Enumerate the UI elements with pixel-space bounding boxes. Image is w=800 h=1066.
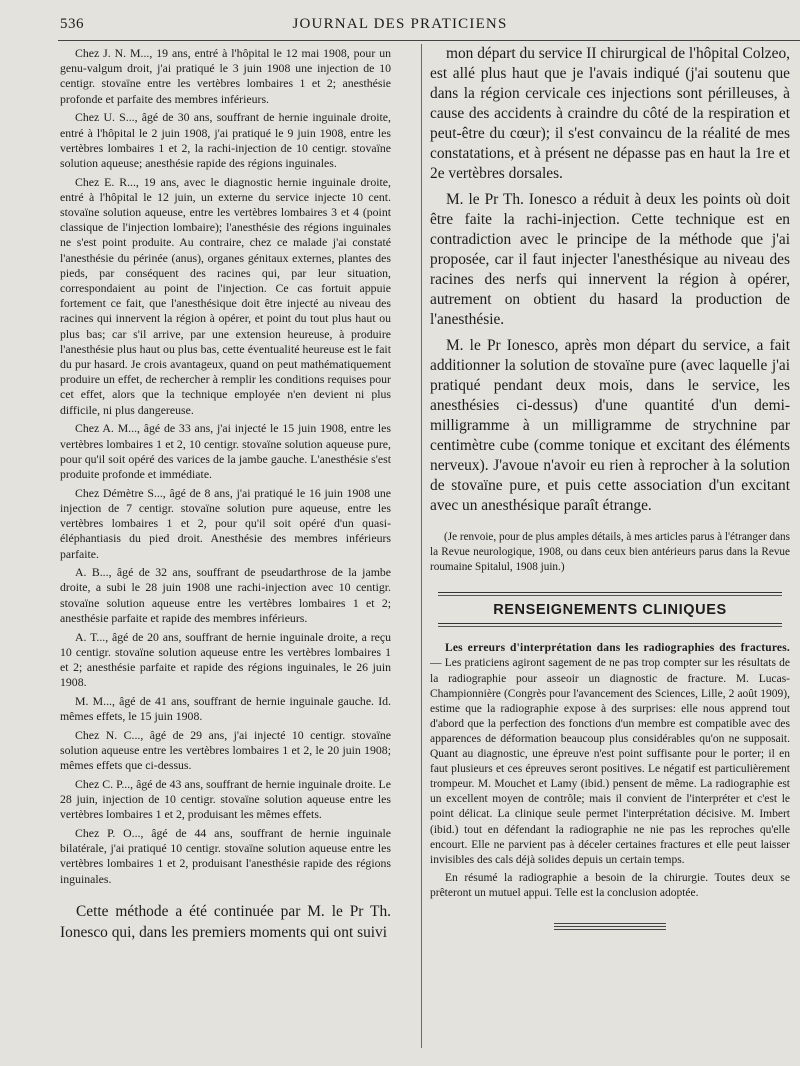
case-paragraph: Chez Démètre S..., âgé de 8 ans, j'ai pratiqué le 16 juin 1908 une injection de 7 centigr. stovaïne solution pure aqueuse, entre les vertèbres lombaires 1 et 2, pour qu'il soit opéré d'un quasi-éléphantiasis du pied droit. Anesthésie des membres inférieurs parfaite. xyxy=(60,485,391,561)
right-column xyxy=(430,44,790,1059)
left-column xyxy=(60,46,391,1056)
section-rule-top xyxy=(438,592,782,593)
case-paragraph: Chez E. R..., 19 ans, avec le diagnostic hernie inguinale droite, entré à l'hôpital le 12 juin, un externe du service injecte 10 cent. stovaïne solution aqueuse, entre les vertèbres lombaires 3 et 4 (point classique de l'injection lombaire); l'anesthésie des régions inguinales ne s'est point produite. Au contraire, chez ce malade j'ai constaté l'anesthésie du périnée (anus), organes génitaux externes, plantes des pieds, par conséquent des racines qui, par leur situation, correspondaient au point de l'injection. Ce cas fortuit appuie fortement ce fait, que l'anesthésique doit être injecté au niveau des racines qui innervent la région à opérer, et point du tout plus haut ou plus bas; car s'il arrive, par une extension heureuse, à produire l'anesthésie plus haut ou plus bas, cette éventualité heureuse est le fait du pur hasard. Je crois avantageux, quand on peut mathématiquement produire un effet, de rechercher à remplir les conditions requises pour cet effet, alors que la technique employée n'en devient ni plus difficile, ni plus dangereuse. xyxy=(60,174,391,417)
case-paragraph: A. B..., âgé de 32 ans, souffrant de pseudarthrose de la jambe droite, a subi le 28 juin 1908 une rachi-injection avec 10 centigr. stovaïne solution aqueuse entre les vertèbres lombaires 1 et 2; anesthésie parfaite et rapide des membres inférieurs. xyxy=(60,565,391,625)
case-paragraph: Chez N. C..., âgé de 29 ans, j'ai injecté 10 centigr. stovaïne solution aqueuse entre les vertèbres lombaires 1 et 2, le 20 juin 1908; mêmes effets que ci-dessus. xyxy=(60,727,391,773)
article-lead: Les erreurs d'interprétation dans les radiographies des fractures. xyxy=(445,642,790,655)
case-paragraph: Chez C. P..., âgé de 43 ans, souffrant de hernie inguinale droite. Le 28 juin, injection de 10 centigr. stovaïne solution aqueuse entre les vertèbres lombaires 1 et 2, produisant les mêmes effets. xyxy=(60,776,391,822)
case-paragraph: M. M..., âgé de 41 ans, souffrant de hernie inguinale gauche. Id. mêmes effets, le 15 juin 1908. xyxy=(60,693,391,724)
journal-title: JOURNAL DES PRATICIENS xyxy=(292,16,508,32)
case-paragraph: Chez J. N. M..., 19 ans, entré à l'hôpital le 12 mai 1908, pour un genu-valgum droit, j'ai pratiqué le 3 juin 1908 une injection de 10 centigr. stovaïne entre les vertèbres lombaires 1 et 2; anesthésie profonde et parfaite des membres inférieurs. xyxy=(60,46,391,106)
case-paragraph: Chez P. O..., âgé de 44 ans, souffrant de hernie inguinale bilatérale, j'ai pratiqué 10 centigr. stovaïne solution aqueuse entre les vertèbres lombaires 1 et 2, produisant l'anesthésie rapide des régions inguinales. xyxy=(60,825,391,886)
article-body: — Les praticiens agiront sagement de ne pas trop compter sur les résultats de la radiographie pour asseoir un diagnostic de fracture. M. Lucas-Championnière (Congrès pour l'avancement des Sciences, Lille, 2 août 1909), estime que la radiographie expose à des surprises: elle nous apprend tout d'abord que la perfection des fonctions d'un membre est compatible avec des apparences de déformation beaucoup plus considérables qu'on ne supposait. Quant au diagnostic, une épreuve n'est point suffisante pour le porter; il en faut plusieurs et ces épreuves seront positives. Le négatif est particulièrement trompeur. M. Mouchet et Lamy (ibid.) pensent de même. La radiographie est un excellent moyen de contrôle; mais il convient de l'interpréter et c'est le point délicat. La clinique seule permet l'interprétation décisive. M. Imbert (ibid.) tout en défendant la radiographie ne nie pas les reproches qu'elle encourt. Elle ne parvient pas à déceler certaines fractures et elle peut laisser invisibles des cals déjà solides depuis un certain temps. xyxy=(430,657,790,866)
reference-note xyxy=(430,530,790,574)
body-text xyxy=(430,44,790,516)
continuation-paragraph: Cette méthode a été continuée par M. le Pr Th. Ionesco qui, dans les premiers moments qui ont suivi xyxy=(60,902,391,941)
section-rule-bottom-thin xyxy=(438,626,782,627)
clinical-article xyxy=(430,641,790,901)
end-ornament xyxy=(554,923,666,932)
section-rule-bottom xyxy=(438,623,782,624)
case-paragraph: Chez U. S..., âgé de 30 ans, souffrant de hernie inguinale droite, entré à l'hôpital le 2 juin 1908, j'ai pratiqué le 9 juin 1908, entre les vertèbres lombaires 1 et 2, la rachi-injection de 10 centigr. stovaïne solution aqueuse; anesthésie rapide des régions inguinales. xyxy=(60,110,391,170)
page-number: 536 xyxy=(60,16,84,32)
note-paragraph: (Je renvoie, pour de plus amples détails, à mes articles parus à l'étranger dans la Revue neurologique, 1908, ou dans ceux bien antérieurs parus dans la Revue roumaine Spitalul, 1908 juin.) xyxy=(430,531,790,573)
section-title: RENSEIGNEMENTS CLINIQUES xyxy=(493,602,727,619)
continuation-block xyxy=(60,901,391,943)
case-reports xyxy=(60,46,391,887)
case-paragraph: A. T..., âgé de 20 ans, souffrant de hernie inguinale droite, a reçu 10 centigr. stovaïne solution aqueuse entre les vertèbres lombaires 1 et 2; anesthésie parfaite et rapide des régions inguinales, le 26 juin 1908. xyxy=(60,629,391,690)
article-paragraph xyxy=(430,641,790,867)
body-paragraph: mon départ du service II chirurgical de l'hôpital Colzeo, est allé plus haut que je l'avais indiqué (j'ai soutenu que dans la région cervicale ces injections sont périlleuses, à cause des accidents à craindre du côté de la respiration et peut-être du cœur); il s'est convaincu de la réalité de mes constatations, et à présent ne dépasse pas en haut la 1re et 2e vertèbres dorsales. xyxy=(430,45,790,182)
header-rule xyxy=(58,40,800,41)
article-conclusion: En résumé la radiographie a besoin de la chirurgie. Toutes deux se prêteront un mutuel appui. Telle est la conclusion adoptée. xyxy=(430,871,790,899)
section-header xyxy=(430,592,790,627)
case-paragraph: Chez A. M..., âgé de 33 ans, j'ai injecté le 15 juin 1908, entre les vertèbres lombaires 1 et 2, 10 centigr. stovaïne solution aqueuse pure, pour qu'il soit opéré des varices de la jambe gauche. L'anesthésie s'est produite profonde et immédiate. xyxy=(60,421,391,481)
column-divider xyxy=(421,44,422,1048)
body-paragraph: M. le Pr Th. Ionesco a réduit à deux les points où doit être faite la rachi-injection. Cette technique est en contradiction avec le principe de la méthode que j'ai proposée, car il faut injecter l'anesthésique au niveau des racines des nerfs qui innervent la région à opérer, autrement on obtient du hasard la production de l'anesthésie. xyxy=(430,191,790,328)
body-paragraph: M. le Pr Ionesco, après mon départ du service, a fait additionner la solution de stovaïne pure (avec laquelle j'ai pratiqué pendant deux mois, dans le service, les anesthésies ci-dessus) d'une quantité d'un demi-milligramme à un milligramme de strychnine par centimètre cube (comme tonique et excitant des éléments nerveux). J'avoue n'avoir eu rien à reprocher à la solution de stovaïne pure, et puis cette association d'un excitant avec un anesthésique paraît étrange. xyxy=(430,337,790,514)
